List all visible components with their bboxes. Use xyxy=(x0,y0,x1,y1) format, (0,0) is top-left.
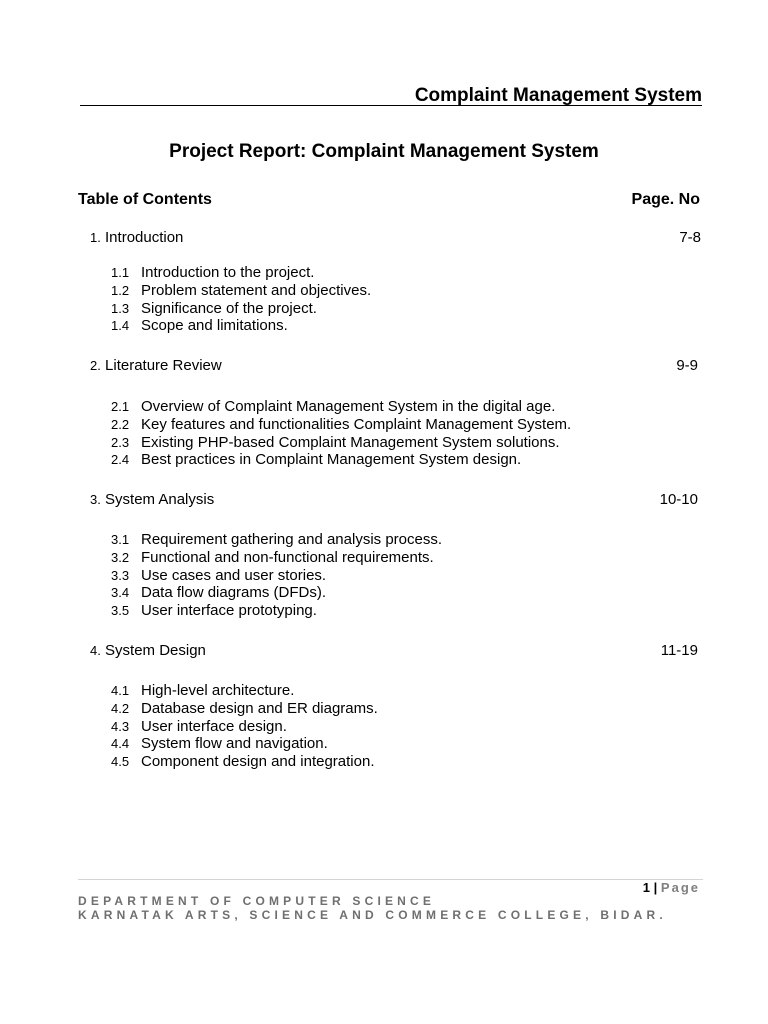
header-title: Complaint Management System xyxy=(414,85,702,106)
section-list xyxy=(111,398,571,469)
section-title: Significance of the project. xyxy=(141,299,317,317)
section-list xyxy=(111,531,442,620)
toc-page-heading: Page. No xyxy=(631,191,700,208)
section-number: 2.2 xyxy=(111,416,130,432)
chapter-title: System Analysis xyxy=(105,491,215,508)
section-list xyxy=(111,682,378,771)
section-title: Scope and limitations. xyxy=(141,317,288,335)
section-title: User interface design. xyxy=(141,717,287,735)
toc-section[interactable] xyxy=(111,531,442,549)
section-number: 2.3 xyxy=(111,434,130,450)
toc-section[interactable] xyxy=(111,718,378,736)
section-number: 1.4 xyxy=(111,318,130,334)
section-list xyxy=(111,264,371,335)
section-title: Component design and integration. xyxy=(141,753,375,771)
header-divider xyxy=(80,105,702,106)
section-number: 1.3 xyxy=(111,300,130,316)
section-number: 4.2 xyxy=(111,700,130,716)
section-number: 2.4 xyxy=(111,452,130,468)
chapter-number: 2. xyxy=(90,358,101,373)
section-title: Functional and non-functional requirements. xyxy=(141,548,434,566)
page-separator: | xyxy=(653,880,658,895)
section-number: 3.3 xyxy=(111,567,130,583)
chapter-number: 1. xyxy=(90,230,101,245)
toc-section[interactable] xyxy=(111,300,371,318)
toc-section[interactable] xyxy=(111,602,442,620)
section-title: Database design and ER diagrams. xyxy=(141,699,378,717)
toc-chapter-literature-review[interactable] xyxy=(90,357,700,375)
toc-heading: Table of Contents xyxy=(78,191,212,208)
report-title: Project Report: Complaint Management System xyxy=(169,141,599,162)
footer-college: KARNATAK ARTS, SCIENCE AND COMMERCE COLLEGE, BIDAR. xyxy=(78,908,667,922)
section-title: Data flow diagrams (DFDs). xyxy=(141,584,327,602)
section-title: User interface prototyping. xyxy=(141,602,317,620)
chapter-pages: 10-10 xyxy=(659,491,698,508)
section-title: System flow and navigation. xyxy=(141,735,328,753)
toc-chapter-introduction[interactable] xyxy=(90,229,700,247)
page-word: Page xyxy=(660,880,700,895)
chapter-title: System Design xyxy=(105,642,206,659)
section-number: 3.2 xyxy=(111,549,130,565)
section-number: 4.5 xyxy=(111,754,130,770)
toc-section[interactable] xyxy=(111,282,371,300)
chapter-pages: 11-19 xyxy=(660,642,698,659)
page-number-value: 1 xyxy=(642,880,651,895)
section-number: 3.1 xyxy=(111,532,130,547)
toc-section[interactable] xyxy=(111,264,371,282)
toc-section[interactable] xyxy=(111,567,442,585)
toc-section[interactable] xyxy=(111,398,571,416)
section-number: 3.4 xyxy=(111,585,130,601)
toc-chapter-system-design[interactable] xyxy=(90,642,700,660)
chapter-title: Introduction xyxy=(105,229,184,246)
section-title: Key features and functionalities Complaint Management System. xyxy=(141,415,572,433)
section-title: Best practices in Complaint Management System design. xyxy=(141,451,522,469)
toc-section[interactable] xyxy=(111,451,571,469)
chapter-pages: 9-9 xyxy=(676,357,698,374)
toc-section[interactable] xyxy=(111,700,378,718)
toc-section[interactable] xyxy=(111,549,442,567)
toc-chapter-system-analysis[interactable] xyxy=(90,491,700,509)
toc-section[interactable] xyxy=(111,416,571,434)
chapter-number: 3. xyxy=(90,492,101,507)
toc-section[interactable] xyxy=(111,434,571,452)
toc-section[interactable] xyxy=(111,584,442,602)
section-number: 1.2 xyxy=(111,282,130,298)
section-title: Introduction to the project. xyxy=(141,264,315,281)
section-title: Requirement gathering and analysis process. xyxy=(141,531,443,548)
section-number: 3.5 xyxy=(111,603,130,619)
section-title: Use cases and user stories. xyxy=(141,566,327,584)
chapter-number: 4. xyxy=(90,643,101,658)
section-number: 1.1 xyxy=(111,265,130,280)
section-title: Overview of Complaint Management System in the digital age. xyxy=(141,398,556,415)
section-title: Problem statement and objectives. xyxy=(141,281,372,299)
section-title: High-level architecture. xyxy=(141,682,295,699)
section-number: 2.1 xyxy=(111,399,130,414)
chapter-pages: 7-8 xyxy=(679,229,701,246)
section-number: 4.1 xyxy=(111,683,130,698)
footer-divider xyxy=(78,879,703,880)
toc-section[interactable] xyxy=(111,682,378,700)
toc-section[interactable] xyxy=(111,735,378,753)
chapter-title: Literature Review xyxy=(105,357,222,374)
section-number: 4.4 xyxy=(111,736,130,752)
section-number: 4.3 xyxy=(111,718,130,734)
toc-section[interactable] xyxy=(111,753,378,771)
page-number xyxy=(643,880,700,896)
footer-department: DEPARTMENT OF COMPUTER SCIENCE xyxy=(78,894,436,908)
section-title: Existing PHP-based Complaint Management System solutions. xyxy=(141,433,560,451)
toc-section[interactable] xyxy=(111,317,371,335)
